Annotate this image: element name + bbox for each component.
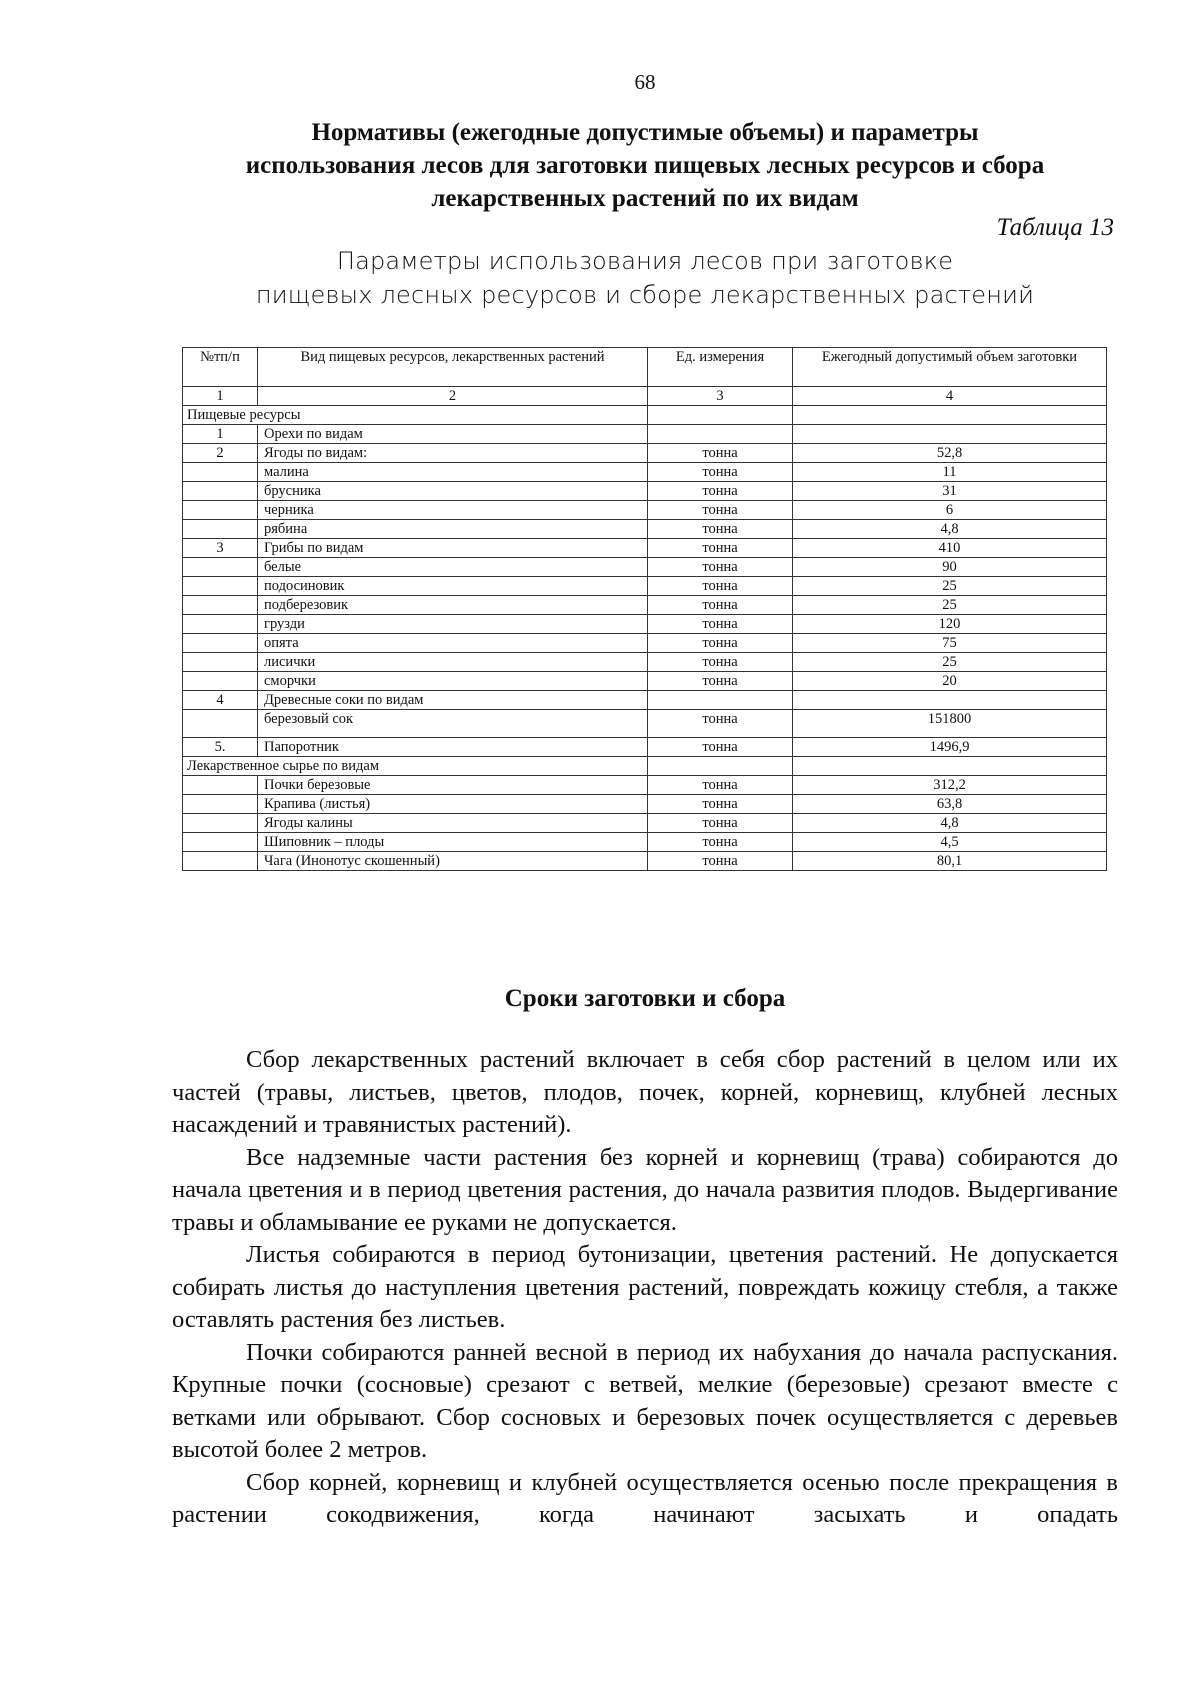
row-number bbox=[183, 710, 258, 738]
norms-table bbox=[182, 347, 1107, 871]
table-row bbox=[183, 444, 1107, 463]
unit-cell: тонна bbox=[648, 596, 793, 615]
resource-name: брусника bbox=[258, 482, 648, 501]
resource-name: Орехи по видам bbox=[258, 425, 648, 444]
header-unit: Ед. измерения bbox=[648, 348, 793, 387]
row-number bbox=[183, 482, 258, 501]
row-number bbox=[183, 814, 258, 833]
volume-cell bbox=[793, 425, 1107, 444]
document-title bbox=[170, 116, 1120, 215]
unit-cell: тонна bbox=[648, 577, 793, 596]
unit-cell: тонна bbox=[648, 558, 793, 577]
row-number: 4 bbox=[183, 691, 258, 710]
table-row bbox=[183, 852, 1107, 871]
unit-cell: тонна bbox=[648, 463, 793, 482]
unit-cell: тонна bbox=[648, 501, 793, 520]
title-line: использования лесов для заготовки пищевых лесных ресурсов и сбора bbox=[245, 152, 1045, 179]
table-row bbox=[183, 738, 1107, 757]
paragraph: Сбор лекарственных растений включает в себя сбор растений в целом или их частей (травы, листьев, цветов, плодов, почек, корней, корневищ, клубней лесных насаждений и травянистых растений). bbox=[172, 1046, 1118, 1138]
row-number bbox=[183, 501, 258, 520]
column-number: 1 bbox=[183, 387, 258, 406]
row-number bbox=[183, 615, 258, 634]
body-text bbox=[172, 1044, 1118, 1532]
table-row bbox=[183, 501, 1107, 520]
resource-name: Папоротник bbox=[258, 738, 648, 757]
volume-cell: 151800 bbox=[793, 710, 1107, 738]
resource-name: рябина bbox=[258, 520, 648, 539]
unit-cell: тонна bbox=[648, 738, 793, 757]
table-caption bbox=[170, 244, 1120, 312]
unit-cell: тонна bbox=[648, 520, 793, 539]
header-resource-type: Вид пищевых ресурсов, лекарственных растений bbox=[258, 348, 648, 387]
table-row bbox=[183, 539, 1107, 558]
resource-name: Грибы по видам bbox=[258, 539, 648, 558]
column-number: 2 bbox=[258, 387, 648, 406]
row-number bbox=[183, 596, 258, 615]
table-row bbox=[183, 833, 1107, 852]
section-title: Сроки заготовки и сбора bbox=[504, 985, 786, 1012]
row-number bbox=[183, 776, 258, 795]
unit-cell: тонна bbox=[648, 672, 793, 691]
volume-cell: 312,2 bbox=[793, 776, 1107, 795]
paragraph: Листья собираются в период бутонизации, цветения растений. Не допускается собирать листья до наступления цветения растений, повреждать кожицу стебля, а также оставлять растения без листьев. bbox=[172, 1241, 1118, 1333]
unit-cell: тонна bbox=[648, 852, 793, 871]
unit-cell bbox=[648, 691, 793, 710]
resource-name: Крапива (листья) bbox=[258, 795, 648, 814]
volume-cell: 90 bbox=[793, 558, 1107, 577]
paragraph: Почки собираются ранней весной в период их набухания до начала распускания. Крупные почки (сосновые) срезают с ветвей, мелкие (березовые) срезают вместе с ветками или обрывают. Сбор сосновых и березовых почек осуществляется с деревьев высотой более 2 метров. bbox=[172, 1338, 1118, 1463]
resource-name: черника bbox=[258, 501, 648, 520]
volume-cell: 25 bbox=[793, 577, 1107, 596]
resource-name: Шиповник – плоды bbox=[258, 833, 648, 852]
table-row bbox=[183, 795, 1107, 814]
table-row bbox=[183, 482, 1107, 501]
caption-line: Параметры использования лесов при заготовке bbox=[336, 247, 954, 275]
volume-cell: 120 bbox=[793, 615, 1107, 634]
table-row bbox=[183, 634, 1107, 653]
volume-cell: 75 bbox=[793, 634, 1107, 653]
unit-cell: тонна bbox=[648, 710, 793, 738]
resource-name: малина bbox=[258, 463, 648, 482]
row-number: 1 bbox=[183, 425, 258, 444]
row-number bbox=[183, 558, 258, 577]
resource-name: Ягоды по видам: bbox=[258, 444, 648, 463]
resource-name: Чага (Инонотус скошенный) bbox=[258, 852, 648, 871]
row-number bbox=[183, 852, 258, 871]
resource-name: белые bbox=[258, 558, 648, 577]
volume-cell: 25 bbox=[793, 596, 1107, 615]
table-row bbox=[183, 558, 1107, 577]
row-number: 3 bbox=[183, 539, 258, 558]
table-row bbox=[183, 425, 1107, 444]
empty-cell bbox=[793, 406, 1107, 425]
row-number bbox=[183, 833, 258, 852]
volume-cell: 20 bbox=[793, 672, 1107, 691]
row-number bbox=[183, 463, 258, 482]
volume-cell: 4,8 bbox=[793, 520, 1107, 539]
unit-cell: тонна bbox=[648, 776, 793, 795]
row-number: 5. bbox=[183, 738, 258, 757]
empty-cell bbox=[793, 757, 1107, 776]
row-number bbox=[183, 795, 258, 814]
volume-cell: 52,8 bbox=[793, 444, 1107, 463]
title-line: лекарственных растений по их видам bbox=[431, 185, 859, 212]
unit-cell: тонна bbox=[648, 444, 793, 463]
resource-name: подосиновик bbox=[258, 577, 648, 596]
row-number bbox=[183, 520, 258, 539]
unit-cell: тонна bbox=[648, 634, 793, 653]
table-section-row bbox=[183, 757, 1107, 776]
unit-cell bbox=[648, 425, 793, 444]
header-annual-volume: Ежегодный допустимый объем заготовки bbox=[793, 348, 1107, 387]
title-line: Нормативы (ежегодные допустимые объемы) и параметры bbox=[311, 119, 979, 146]
volume-cell: 31 bbox=[793, 482, 1107, 501]
caption-line: пищевых лесных ресурсов и сборе лекарственных растений bbox=[255, 281, 1035, 309]
table-row bbox=[183, 463, 1107, 482]
table-row bbox=[183, 814, 1107, 833]
table-section-row bbox=[183, 406, 1107, 425]
paragraph: Все надземные части растения без корней и корневищ (трава) собираются до начала цветения и в период цветения растения, до начала развития плодов. Выдергивание травы и обламывание ее руками не допускается. bbox=[172, 1143, 1118, 1236]
resource-name: Почки березовые bbox=[258, 776, 648, 795]
empty-cell bbox=[648, 757, 793, 776]
table-label: Таблица 13 bbox=[996, 214, 1114, 241]
header-number: №тп/п bbox=[183, 348, 258, 387]
paragraph: Сбор корней, корневищ и клубней осуществляется осенью после прекращения в растении сокодвижения, когда начинают засыхать и опадать bbox=[172, 1468, 1118, 1528]
table-row bbox=[183, 615, 1107, 634]
table-row bbox=[183, 710, 1107, 738]
page-number: 68 bbox=[634, 70, 656, 94]
unit-cell: тонна bbox=[648, 615, 793, 634]
empty-cell bbox=[648, 406, 793, 425]
resource-name: березовый сок bbox=[258, 710, 648, 738]
volume-cell: 4,8 bbox=[793, 814, 1107, 833]
section-label: Лекарственное сырье по видам bbox=[183, 757, 648, 776]
table-row bbox=[183, 520, 1107, 539]
unit-cell: тонна bbox=[648, 833, 793, 852]
row-number bbox=[183, 653, 258, 672]
row-number bbox=[183, 672, 258, 691]
row-number bbox=[183, 577, 258, 596]
column-number: 3 bbox=[648, 387, 793, 406]
unit-cell: тонна bbox=[648, 653, 793, 672]
table-row bbox=[183, 672, 1107, 691]
volume-cell: 4,5 bbox=[793, 833, 1107, 852]
unit-cell: тонна bbox=[648, 814, 793, 833]
volume-cell: 11 bbox=[793, 463, 1107, 482]
volume-cell: 63,8 bbox=[793, 795, 1107, 814]
volume-cell: 6 bbox=[793, 501, 1107, 520]
resource-name: Ягоды калины bbox=[258, 814, 648, 833]
resource-name: грузди bbox=[258, 615, 648, 634]
resource-name: сморчки bbox=[258, 672, 648, 691]
unit-cell: тонна bbox=[648, 795, 793, 814]
volume-cell bbox=[793, 691, 1107, 710]
column-number: 4 bbox=[793, 387, 1107, 406]
volume-cell: 25 bbox=[793, 653, 1107, 672]
resource-name: лисички bbox=[258, 653, 648, 672]
table-row bbox=[183, 596, 1107, 615]
resource-name: опята bbox=[258, 634, 648, 653]
row-number: 2 bbox=[183, 444, 258, 463]
table-row bbox=[183, 691, 1107, 710]
resource-name: Древесные соки по видам bbox=[258, 691, 648, 710]
table-header-row bbox=[183, 348, 1107, 387]
volume-cell: 80,1 bbox=[793, 852, 1107, 871]
volume-cell: 410 bbox=[793, 539, 1107, 558]
unit-cell: тонна bbox=[648, 539, 793, 558]
table-row bbox=[183, 776, 1107, 795]
table-row bbox=[183, 577, 1107, 596]
table-row bbox=[183, 653, 1107, 672]
volume-cell: 1496,9 bbox=[793, 738, 1107, 757]
table-header-numbers-row bbox=[183, 387, 1107, 406]
resource-name: подберезовик bbox=[258, 596, 648, 615]
row-number bbox=[183, 634, 258, 653]
unit-cell: тонна bbox=[648, 482, 793, 501]
section-label: Пищевые ресурсы bbox=[183, 406, 648, 425]
